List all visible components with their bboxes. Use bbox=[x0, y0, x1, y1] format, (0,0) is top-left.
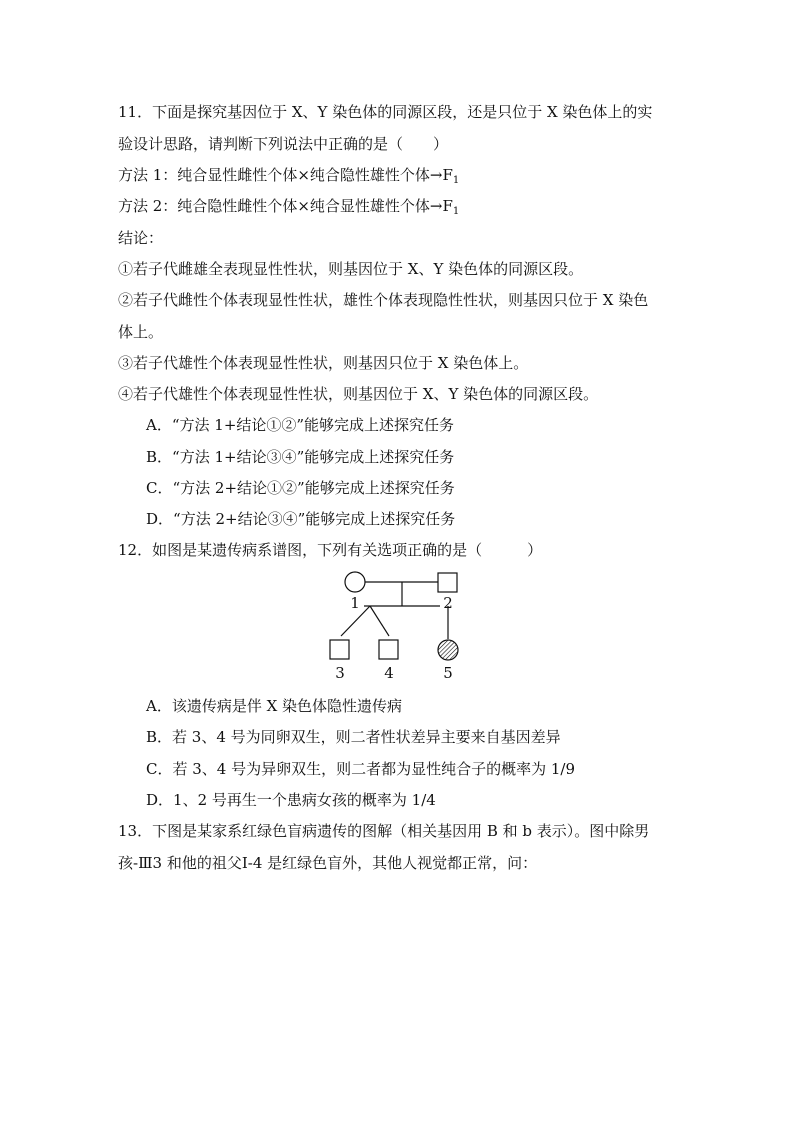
label-3: 3 bbox=[335, 664, 345, 682]
label-2: 2 bbox=[443, 594, 453, 612]
twin-line-4 bbox=[370, 606, 389, 636]
individual-3-male bbox=[330, 640, 349, 659]
q11-conclusion-1: ①若子代雌雄全表现显性性状，则基因位于 X、Y 染色体的同源区段。 bbox=[118, 260, 584, 278]
individual-4-male bbox=[379, 640, 398, 659]
pedigree-diagram bbox=[318, 566, 478, 682]
q11-option-b: B．“方法 1+结论③④”能够完成上述探究任务 bbox=[146, 448, 455, 466]
individual-1-female bbox=[345, 572, 365, 592]
q11-conclusion-2-line1: ②若子代雌性个体表现显性性状，雄性个体表现隐性性状，则基因只位于 X 染色 bbox=[118, 291, 649, 309]
q12-stem: 12．如图是某遗传病系谱图，下列有关选项正确的是（ ） bbox=[118, 541, 543, 559]
q11-stem-line1: 11．下面是探究基因位于 X、Y 染色体的同源区段，还是只位于 X 染色体上的实 bbox=[118, 103, 653, 121]
individual-5-affected-female bbox=[438, 640, 458, 660]
q11-option-c: C．“方法 2+结论①②”能够完成上述探究任务 bbox=[146, 479, 455, 497]
q11-conclusion-2-line2: 体上。 bbox=[118, 323, 164, 341]
individual-2-male bbox=[438, 573, 457, 592]
q11-method1: 方法 1：纯合显性雌性个体×纯合隐性雄性个体$\to F_1$ bbox=[118, 166, 460, 186]
q11-option-d: D．“方法 2+结论③④”能够完成上述探究任务 bbox=[146, 510, 456, 528]
q12-option-b: B．若 3、4 号为同卵双生，则二者性状差异主要来自基因差异 bbox=[146, 728, 561, 746]
label-1: 1 bbox=[350, 594, 360, 612]
q11-stem-line2: 验设计思路，请判断下列说法中正确的是（ ） bbox=[118, 135, 449, 153]
q13-stem-line1: 13．下图是某家系红绿色盲病遗传的图解（相关基因用 B 和 b 表示）。图中除男 bbox=[118, 822, 650, 840]
label-4: 4 bbox=[384, 664, 394, 682]
q12-option-a: A．该遗传病是伴 X 染色体隐性遗传病 bbox=[146, 697, 403, 715]
q12-option-c: C．若 3、4 号为异卵双生，则二者都为显性纯合子的概率为 1/9 bbox=[146, 760, 576, 778]
q13-stem-line2: 孩-Ⅲ3 和他的祖父Ⅰ-4 是红绿色盲外，其他人视觉都正常，问： bbox=[118, 854, 538, 872]
q12-option-d: D．1、2 号再生一个患病女孩的概率为 1/4 bbox=[146, 791, 436, 809]
q11-conclusion-label: 结论： bbox=[118, 229, 164, 247]
q11-conclusion-3: ③若子代雄性个体表现显性性状，则基因只位于 X 染色体上。 bbox=[118, 354, 529, 372]
label-5: 5 bbox=[443, 664, 453, 682]
q11-method2: 方法 2：纯合隐性雌性个体×纯合显性雄性个体$\to F_1$ bbox=[118, 197, 460, 217]
q11-option-a: A．“方法 1+结论①②”能够完成上述探究任务 bbox=[146, 416, 455, 434]
q11-conclusion-4: ④若子代雄性个体表现显性性状，则基因位于 X、Y 染色体的同源区段。 bbox=[118, 385, 599, 403]
